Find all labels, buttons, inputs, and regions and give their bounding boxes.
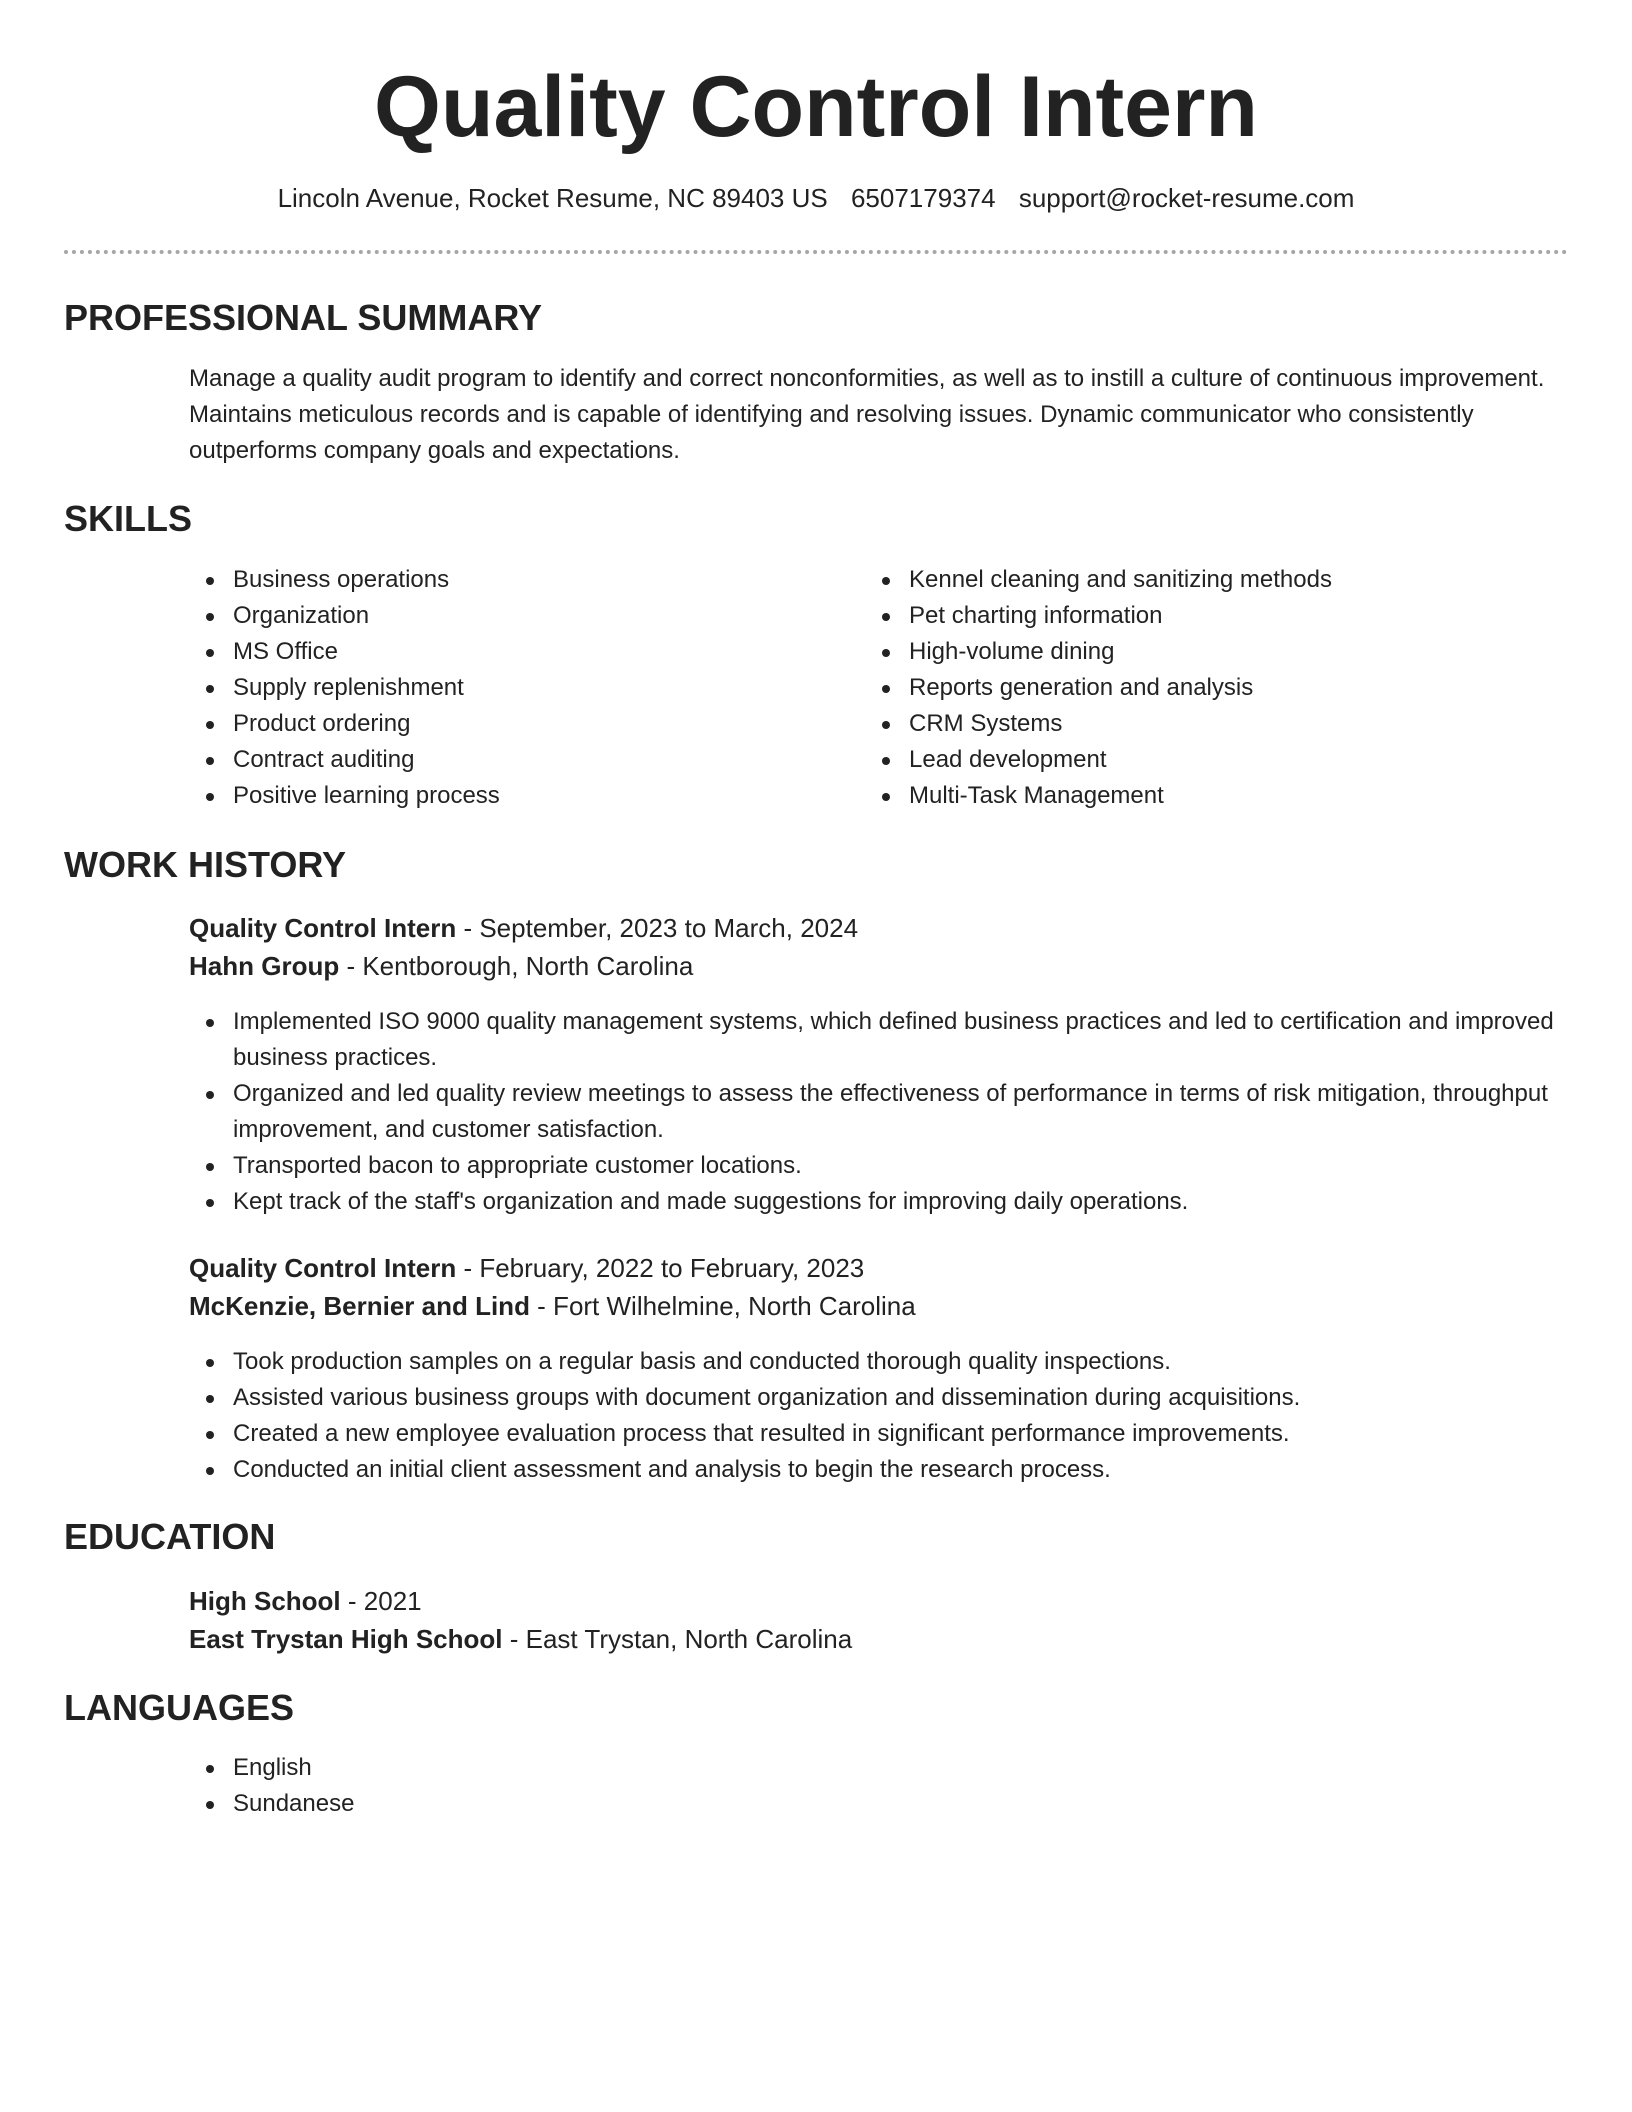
skills-right-column — [865, 562, 1565, 814]
skill-item: Organization — [189, 598, 829, 634]
contact-address: Lincoln Avenue, Rocket Resume, NC 89403 US — [277, 183, 828, 213]
summary-heading: PROFESSIONAL SUMMARY — [64, 297, 543, 338]
skill-item: Supply replenishment — [189, 670, 829, 706]
skill-item: Kennel cleaning and sanitizing methods — [865, 562, 1565, 598]
job-bullet: Kept track of the staff's organization and made suggestions for improving daily operations. — [189, 1184, 1559, 1220]
job-location: - Fort Wilhelmine, North Carolina — [529, 1291, 916, 1321]
contact-email: support@rocket-resume.com — [1018, 183, 1355, 213]
skill-item: Positive learning process — [189, 778, 829, 814]
languages-section — [189, 1750, 1559, 1822]
work-heading: WORK HISTORY — [64, 844, 347, 885]
skill-item: Contract auditing — [189, 742, 829, 778]
job-bullets-section — [189, 1344, 1559, 1488]
skills-heading: SKILLS — [64, 498, 193, 539]
job-bullets — [189, 1344, 1559, 1488]
education-degree: High School — [189, 1586, 341, 1616]
job-entry — [189, 909, 1559, 985]
summary-section — [189, 361, 1559, 469]
job-bullet: Implemented ISO 9000 quality management systems, which defined business practices and led to certification and improved business practices. — [189, 1004, 1559, 1076]
job-bullet: Took production samples on a regular basis and conducted thorough quality inspections. — [189, 1344, 1559, 1380]
job-title-line — [189, 909, 1559, 947]
job-dates: - February, 2022 to February, 2023 — [456, 1253, 865, 1283]
education-year: - 2021 — [340, 1586, 422, 1616]
skill-item: Product ordering — [189, 706, 829, 742]
job-company: Hahn Group — [189, 951, 340, 981]
job-company-line — [189, 947, 1559, 985]
skills-list-right — [865, 562, 1565, 814]
job-bullets — [189, 1004, 1559, 1220]
job-entry — [189, 1249, 1559, 1325]
skill-item: High-volume dining — [865, 634, 1565, 670]
job-company-line — [189, 1287, 1559, 1325]
skill-item: Reports generation and analysis — [865, 670, 1565, 706]
job-title-line — [189, 1249, 1559, 1287]
languages-heading: LANGUAGES — [64, 1687, 295, 1728]
job-role: Quality Control Intern — [189, 913, 457, 943]
skill-item: Multi-Task Management — [865, 778, 1565, 814]
skill-item: Lead development — [865, 742, 1565, 778]
skill-item: MS Office — [189, 634, 829, 670]
skill-item: Business operations — [189, 562, 829, 598]
job-dates: - September, 2023 to March, 2024 — [456, 913, 859, 943]
job-company: McKenzie, Bernier and Lind — [189, 1291, 530, 1321]
header-divider — [64, 250, 1568, 254]
job-bullet: Organized and led quality review meetings to assess the effectiveness of performance in terms of risk mitigation, throughput improvement, and customer satisfaction. — [189, 1076, 1559, 1148]
job-bullet: Transported bacon to appropriate customer locations. — [189, 1148, 1559, 1184]
languages-list — [189, 1750, 1559, 1822]
language-item: Sundanese — [189, 1786, 1559, 1822]
education-degree-line — [189, 1582, 1559, 1620]
education-school: East Trystan High School — [189, 1624, 503, 1654]
education-heading: EDUCATION — [64, 1516, 276, 1557]
education-entry — [189, 1582, 1559, 1658]
skill-item: Pet charting information — [865, 598, 1565, 634]
job-role: Quality Control Intern — [189, 1253, 457, 1283]
job-location: - Kentborough, North Carolina — [339, 951, 694, 981]
skill-item: CRM Systems — [865, 706, 1565, 742]
job-bullet: Assisted various business groups with document organization and dissemination during acquisitions. — [189, 1380, 1559, 1416]
education-school-line — [189, 1620, 1559, 1658]
language-item: English — [189, 1750, 1559, 1786]
skills-list-left — [189, 562, 829, 814]
job-bullets-section — [189, 1004, 1559, 1220]
resume-name: Quality Control Intern — [374, 59, 1258, 155]
job-bullet: Conducted an initial client assessment and analysis to begin the research process. — [189, 1452, 1559, 1488]
job-bullet: Created a new employee evaluation process that resulted in significant performance improvements. — [189, 1416, 1559, 1452]
summary-text: Manage a quality audit program to identify and correct nonconformities, as well as to instill a culture of continuous improvement. Maintains meticulous records and is capable of identifying and resolving issues. Dynamic communicator who consistently outperforms company goals and expectations. — [189, 365, 1545, 464]
contact-phone: 6507179374 — [850, 183, 996, 213]
skills-left-column — [189, 562, 829, 814]
education-location: - East Trystan, North Carolina — [502, 1624, 853, 1654]
contact-info — [0, 180, 1632, 216]
